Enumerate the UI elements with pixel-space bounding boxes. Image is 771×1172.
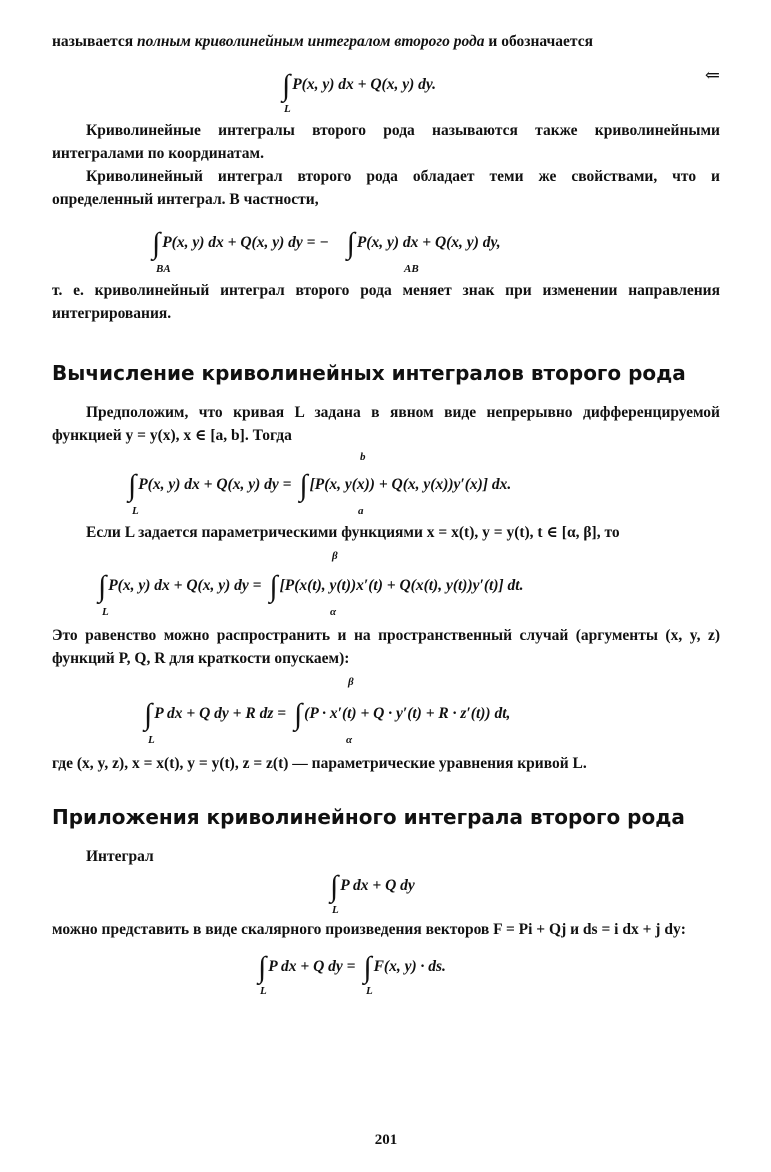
paragraph: Криволинейный интеграл второго рода обладает теми же свойствами, что и определенный интеграл. В частности, — [52, 168, 720, 208]
integral-sign: ∫ — [152, 227, 161, 260]
integral-sign: ∫ — [330, 870, 339, 903]
integral-sign: ∫ — [258, 951, 267, 984]
paragraph: Интеграл — [86, 848, 154, 865]
term-emphasis: полным криволинейным интегралом второго рода — [136, 33, 485, 50]
integral-sign: ∫ — [282, 69, 291, 102]
text: и обозначается — [484, 33, 593, 50]
section-heading: Приложения криволинейного интеграла второго рода — [52, 805, 685, 829]
formula-7: ∫ P dx + Q dy = ∫ F(x, y) · ds. L L — [258, 951, 446, 997]
text: называется — [52, 33, 137, 50]
formula-6: ∫ P dx + Q dy L — [330, 870, 415, 916]
paragraph: т. е. криволинейный интеграл второго рода меняет знак при изменении направления интегрирования. — [52, 282, 720, 322]
integral-subscript: L — [284, 103, 291, 115]
paragraph: Это равенство можно распространить и на пространственный случай (аргументы (x, y, z) функций P, Q, R для краткости опускаем): — [52, 627, 720, 667]
integral-sign: ∫ — [346, 227, 355, 260]
end-marker: ⇐ — [704, 65, 720, 85]
integral-sign: ∫ — [144, 698, 153, 731]
integral-sign: ∫ — [363, 951, 372, 984]
paragraph: можно представить в виде скалярного произведения векторов F = Pi + Qj и ds = i dx + j dy: — [52, 921, 686, 938]
paragraph-definition — [52, 30, 720, 53]
formula-2: ∫ P(x, y) dx + Q(x, y) dy = − ∫ P(x, y) dx + Q(x, y) dy, BA AB — [152, 227, 501, 275]
page-number: 201 — [374, 1132, 398, 1148]
page — [52, 30, 720, 1148]
integral-sign: ∫ — [98, 570, 107, 603]
integral-sign: ∫ — [269, 570, 278, 603]
formula-3: ∫ P(x, y) dx + Q(x, y) dy = ∫ [P(x, y(x)) + Q(x, y(x))y′(x)] dx. b L a — [128, 451, 512, 517]
integral-sign: ∫ — [128, 469, 137, 502]
paragraph: Криволинейные интегралы второго рода называются также криволинейными интегралами по координатам. — [52, 122, 720, 162]
formula-4: ∫ P(x, y) dx + Q(x, y) dy = ∫ [P(x(t), y(t))x′(t) + Q(x(t), y(t))y′(t)] dt. β L α — [98, 550, 524, 618]
section-heading: Вычисление криволинейных интегралов второго рода — [52, 361, 686, 385]
formula-5: ∫ P dx + Q dy + R dz = ∫ (P · x′(t) + Q · y′(t) + R · z′(t)) dt, β L α — [144, 676, 511, 746]
integral-sign: ∫ — [299, 469, 308, 502]
formula-1: ∫ P(x, y) dx + Q(x, y) dy. L ⇐ — [282, 65, 720, 115]
paragraph: где (x, y, z), x = x(t), y = y(t), z = z(t) — параметрические уравнения кривой L. — [52, 755, 587, 772]
paragraph: Предположим, что кривая L задана в явном виде непрерывно дифференцируемой функцией y = y(x), x ∈ [a, b]. Тогда — [52, 404, 720, 444]
paragraph: Если L задается параметрическими функциями x = x(t), y = y(t), t ∈ [α, β], то — [86, 524, 620, 541]
integral-sign: ∫ — [293, 698, 303, 731]
